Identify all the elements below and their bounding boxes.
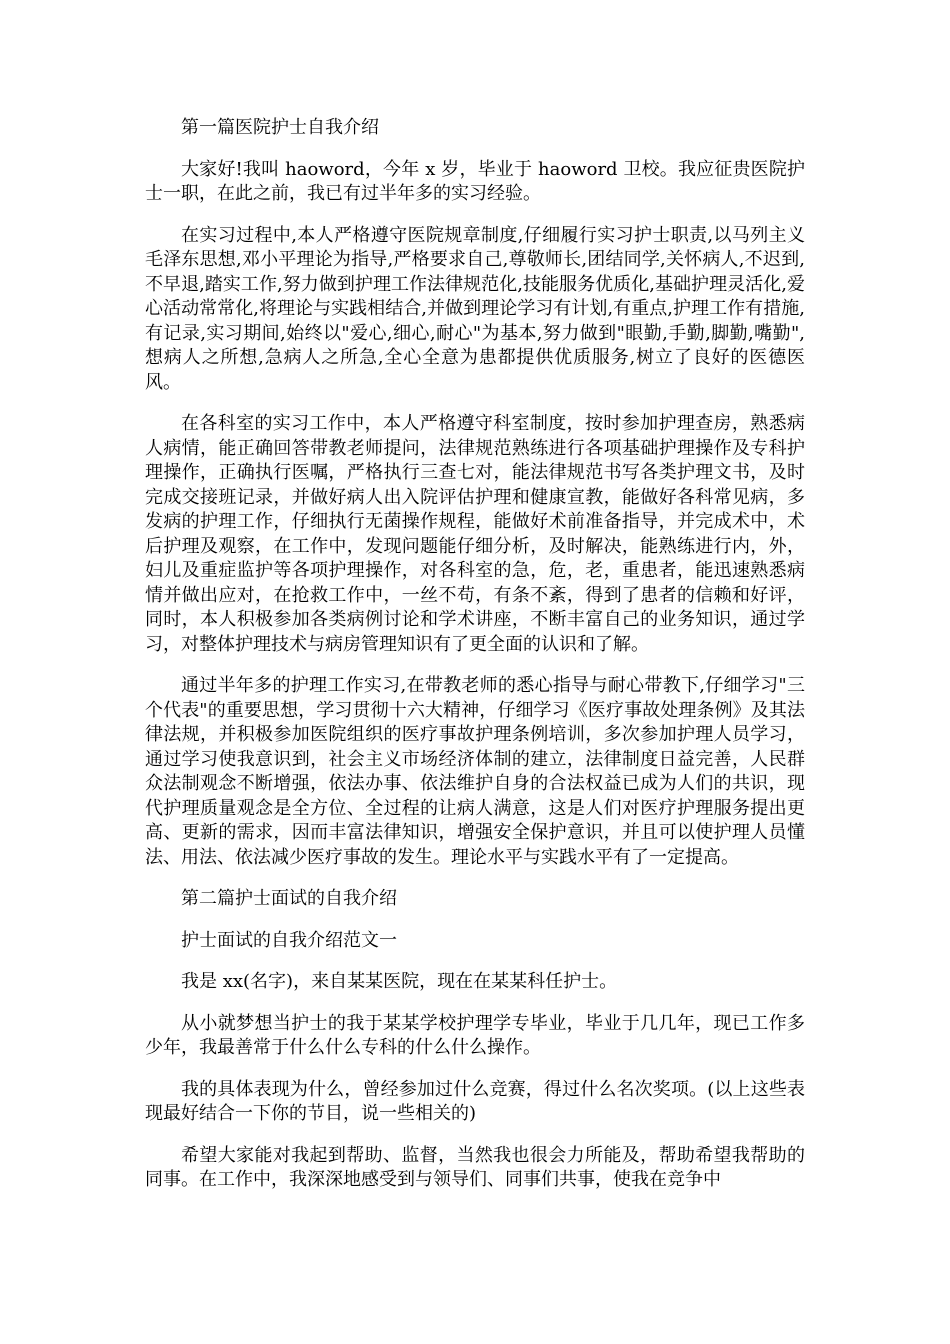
paragraph-self-intro: 我是 xx(名字)，来自某某医院，现在在某某科任护士。 xyxy=(181,971,618,992)
subsection-title: 护士面试的自我介绍范文一 xyxy=(181,929,397,951)
paragraph-education: 从小就梦想当护士的我于某某学校护理学专毕业，毕业于几几年，现已工作多少年，我最善常于什么什么专科的什么什么操作。 xyxy=(145,1012,805,1058)
paragraph-closing: 希望大家能对我起到帮助、监督，当然我也很会力所能及，帮助希望我帮助的同事。在工作中，我深深地感受到与领导们、同事们共事，使我在竞争中 xyxy=(145,1144,805,1190)
document-page xyxy=(145,116,805,1193)
paragraph-intro: 大家好!我叫 haoword，今年 x 岁，毕业于 haoword 卫校。我应征贵医院护士一职，在此之前，我已有过半年多的实习经验。 xyxy=(145,158,805,204)
paragraph-internship: 在实习过程中,本人严格遵守医院规章制度,仔细履行实习护士职责,以马列主义毛泽东思想,邓小平理论为指导,严格要求自己,尊敬师长,团结同学,关怀病人,不迟到,不早退,踏实工作,努力做到护理工作法律规范化,技能服务优质化,基础护理灵活化,爱心活动常常化,将理论与实践相结合,并做到理论学习有计划,有重点,护理工作有措施,有记录,实习期间,始终以"爱心,细心,耐心"为基本,努力做到"眼勤,手勤,脚勤,嘴勤",想病人之所想,急病人之所急,全心全意为患都提供优质服务,树立了良好的医德医风。 xyxy=(145,224,805,393)
paragraph-departments: 在各科室的实习工作中，本人严格遵守科室制度，按时参加护理查房，熟悉病人病情，能正确回答带教老师提问，法律规范熟练进行各项基础护理操作及专科护理操作，正确执行医嘱，严格执行三查七对，能法律规范书写各类护理文书，及时完成交接班记录，并做好病人出入院评估护理和健康宣教，能做好各科常见病，多发病的护理工作，仔细执行无菌操作规程，能做好术前准备指导，并完成术中，术后护理及观察，在工作中，发现问题能仔细分析，及时解决，能熟练进行内，外，妇儿及重症监护等各项护理操作，对各科室的急，危，老，重患者，能迅速熟悉病情并做出应对，在抢救工作中，一丝不苟，有条不紊，得到了患者的信赖和好评，同时，本人积极参加各类病例讨论和学术讲座，不断丰富自己的业务知识，通过学习，对整体护理技术与病房管理知识有了更全面的认识和了解。 xyxy=(145,413,805,655)
paragraph-achievements: 我的具体表现为什么，曾经参加过什么竞赛，得过什么名次奖项。(以上这些表现最好结合一下你的节目，说一些相关的) xyxy=(145,1078,805,1124)
section-title-1: 第一篇医院护士自我介绍 xyxy=(181,117,379,138)
paragraph-learning: 通过半年多的护理工作实习,在带教老师的悉心指导与耐心带教下,仔细学习"三个代表"的重要思想，学习贯彻十六大精神，仔细学习《医疗事故处理条例》及其法律法规，并积极参加医院组织的医疗事故护理条例培训，多次参加护理人员学习，通过学习使我意识到，社会主义市场经济体制的建立，法律制度日益完善，人民群众法制观念不断增强，依法办事、依法维护自身的合法权益已成为人们的共识，现代护理质量观念是全方位、全过程的让病人满意，这是人们对医疗护理服务提出更高、更新的需求，因而丰富法律知识，增强安全保护意识，并且可以使护理人员懂法、用法、依法减少医疗事故的发生。理论水平与实践水平有了一定提高。 xyxy=(145,675,805,868)
section-title-2: 第二篇护士面试的自我介绍 xyxy=(181,888,397,909)
